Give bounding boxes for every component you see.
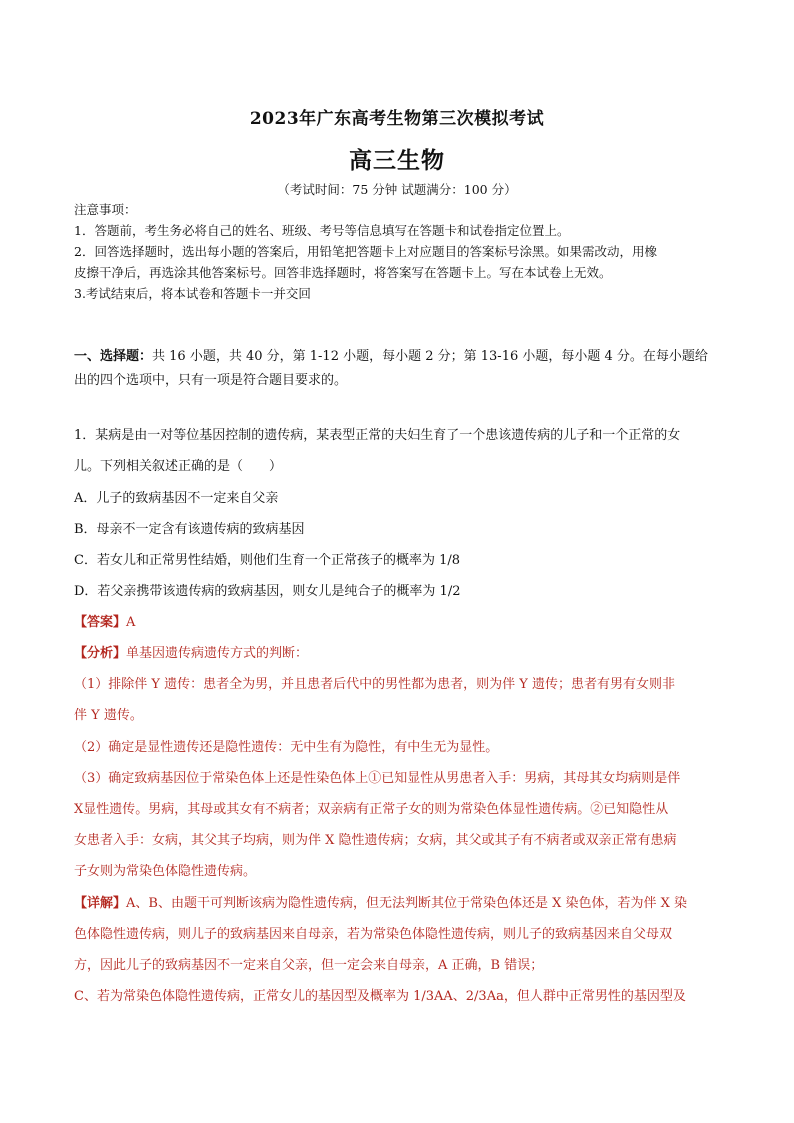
notes-line: 3.考试结束后，将本试卷和答题卡一并交回 — [74, 286, 311, 301]
answer-label: 【答案】 — [74, 615, 127, 630]
question-stem: 1．某病是由一对等位基因控制的遗传病，某表型正常的夫妇生育了一个患该遗传病的儿子和一个正常的女 — [74, 428, 681, 443]
section-text: 出的四个选项中，只有一项是符合题目要求的。 — [74, 373, 348, 388]
option-d: D．若父亲携带该遗传病的致病基因，则女儿是纯合子的概率为 1/2 — [74, 584, 461, 599]
exam-title: 2023年广东高考生物第三次模拟考试 — [249, 109, 545, 129]
analysis-title-line — [74, 642, 308, 661]
analysis-line: X显性遗传。男病，其母或其女有不病者；双亲病有正常子女的则为常染色体显性遗传病。②已知隐性从 — [74, 802, 669, 817]
analysis-line: 女患者入手：女病，其父其子均病，则为伴 X 隐性遗传病；女病，其父或其子有不病者或双亲正常有患病 — [74, 833, 677, 848]
notes-line: 2．回答选择题时，选出每小题的答案后，用铅笔把答题卡上对应题目的答案标号涂黑。如果需改动，用橡 — [74, 244, 657, 259]
section-label: 一、选择题： — [74, 349, 153, 364]
analysis-title: 单基因遗传病遗传方式的判断： — [126, 646, 309, 661]
detail-line: C、若为常染色体隐性遗传病，正常女儿的基因型及概率为 1/3AA、2/3Aa，但人群中正常男性的基因型及 — [74, 989, 686, 1004]
detail-first-line — [74, 892, 687, 911]
option-a: A．儿子的致病基因不一定来自父亲 — [74, 491, 279, 506]
answer-value: A — [126, 615, 136, 630]
analysis-line: （3）确定致病基因位于常染色体上还是性染色体上①已知显性从男患者入手：男病，其母其女均病则是伴 — [74, 771, 681, 786]
notes-line: 1．答题前，考生务必将自己的姓名、班级、考号等信息填写在答题卡和试卷指定位置上。 — [74, 223, 570, 238]
option-b: B．母亲不一定含有该遗传病的致病基因 — [74, 522, 305, 537]
detail-text: A、B、由题干可判断该病为隐性遗传病，但无法判断其位于常染色体还是 X 染色体，若为伴 X 染 — [126, 896, 687, 911]
section-instructions — [74, 345, 724, 393]
notes-heading: 注意事项： — [74, 202, 137, 217]
option-c: C．若女儿和正常男性结婚，则他们生育一个正常孩子的概率为 1/8 — [74, 553, 461, 568]
analysis-label: 【分析】 — [74, 646, 127, 661]
detail-line: 色体隐性遗传病，则儿子的致病基因来自母亲，若为常染色体隐性遗传病，则儿子的致病基因来自父母双 — [74, 927, 673, 942]
answer-line — [74, 611, 135, 630]
analysis-line: （1）排除伴 Y 遗传：患者全为男，并且患者后代中的男性都为患者，则为伴 Y 遗传；患者有男有女则非 — [74, 677, 675, 692]
exam-info: （考试时间：75 分钟 试题满分：100 分） — [277, 182, 517, 197]
analysis-line: （2）确定是显性遗传还是隐性遗传：无中生有为隐性，有中生无为显性。 — [74, 740, 499, 755]
detail-label: 【详解】 — [74, 896, 127, 911]
notes-block — [74, 199, 724, 304]
analysis-line: 伴 Y 遗传。 — [74, 708, 143, 723]
detail-line: 方，因此儿子的致病基因不一定来自父亲，但一定会来自母亲，A 正确，B 错误； — [74, 958, 544, 973]
notes-line: 皮擦干净后，再选涂其他答案标号。回答非选择题时，将答案写在答题卡上。写在本试卷上无效。 — [74, 265, 612, 280]
question-stem: 儿。下列相关叙述正确的是（ ） — [74, 459, 283, 474]
exam-subtitle: 高三生物 — [349, 147, 445, 174]
section-text: 共 16 小题，共 40 分，第 1-12 小题，每小题 2 分；第 13-16 小题，每小题 4 分。在每小题给 — [152, 349, 708, 364]
analysis-line: 子女则为常染色体隐性遗传病。 — [74, 864, 257, 879]
